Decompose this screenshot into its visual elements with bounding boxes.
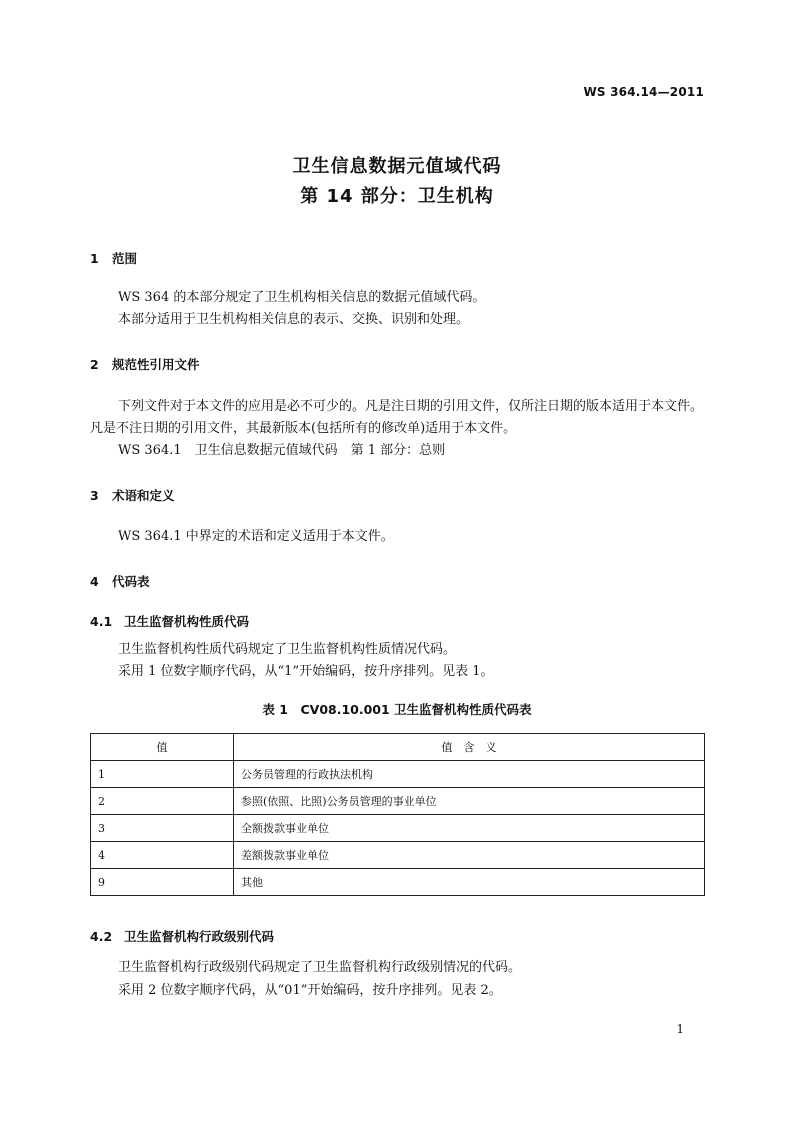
section-title: 术语和定义 [112, 488, 175, 503]
paragraph: 卫生监督机构行政级别代码规定了卫生监督机构行政级别情况的代码。 [118, 960, 522, 975]
code-table-1 [90, 733, 705, 896]
section-number: 2 [90, 357, 99, 372]
code-value: 9 [91, 869, 234, 896]
section-number: 4.1 [90, 614, 113, 629]
section-number: 4.2 [90, 929, 113, 944]
section-3-heading [90, 486, 175, 504]
paragraph: 采用 2 位数字顺序代码，从“01”开始编码，按升序排列。见表 2。 [118, 983, 502, 998]
page-number: 1 [676, 1022, 684, 1036]
code-meaning: 公务员管理的行政执法机构 [234, 761, 705, 788]
column-header-value: 值 [91, 734, 234, 761]
paragraph: 下列文件对于本文件的应用是必不可少的。凡是注日期的引用文件，仅所注日期的版本适用于本文件。凡是不注日期的引用文件，其最新版本(包括所有的修改单)适用于本文件。 [90, 399, 704, 436]
document-title: 卫生信息数据元值域代码 [292, 156, 502, 177]
normative-reference: WS 364.1 卫生信息数据元值域代码 第 1 部分：总则 [118, 443, 446, 458]
section-4-1-heading [90, 612, 249, 630]
code-value: 2 [91, 788, 234, 815]
section-4-heading [90, 572, 150, 590]
column-header-meaning: 值 含 义 [234, 734, 705, 761]
code-meaning: 参照(依照、比照)公务员管理的事业单位 [234, 788, 705, 815]
section-1-heading [90, 249, 137, 267]
code-meaning: 其他 [234, 869, 705, 896]
section-title: 卫生监督机构性质代码 [124, 614, 250, 629]
code-value: 4 [91, 842, 234, 869]
section-number: 4 [90, 574, 99, 589]
section-title: 规范性引用文件 [112, 357, 200, 372]
document-subtitle: 第 14 部分：卫生机构 [300, 186, 494, 207]
code-value: 3 [91, 815, 234, 842]
table-row [91, 869, 705, 896]
section-number: 1 [90, 251, 99, 266]
standard-number: WS 364.14—2011 [583, 85, 704, 99]
code-meaning: 差额拨款事业单位 [234, 842, 705, 869]
section-title: 范围 [112, 251, 138, 266]
section-2-heading [90, 355, 200, 373]
table-header-row [91, 734, 705, 761]
section-number: 3 [90, 488, 99, 503]
paragraph: 采用 1 位数字顺序代码，从“1”开始编码，按升序排列。见表 1。 [118, 664, 494, 679]
table-row [91, 815, 705, 842]
code-value: 1 [91, 761, 234, 788]
paragraph: WS 364.1 中界定的术语和定义适用于本文件。 [118, 529, 394, 544]
table-row [91, 761, 705, 788]
paragraph: WS 364 的本部分规定了卫生机构相关信息的数据元值域代码。 [118, 290, 486, 305]
section-title: 代码表 [112, 574, 150, 589]
table-row [91, 788, 705, 815]
section-title: 卫生监督机构行政级别代码 [124, 929, 275, 944]
table-1-caption: 表 1 CV08.10.001 卫生监督机构性质代码表 [262, 702, 532, 717]
code-meaning: 全额拨款事业单位 [234, 815, 705, 842]
paragraph: 本部分适用于卫生机构相关信息的表示、交换、识别和处理。 [118, 312, 470, 327]
section-4-2-heading [90, 927, 274, 945]
table-row [91, 842, 705, 869]
paragraph: 卫生监督机构性质代码规定了卫生监督机构性质情况代码。 [118, 642, 457, 657]
